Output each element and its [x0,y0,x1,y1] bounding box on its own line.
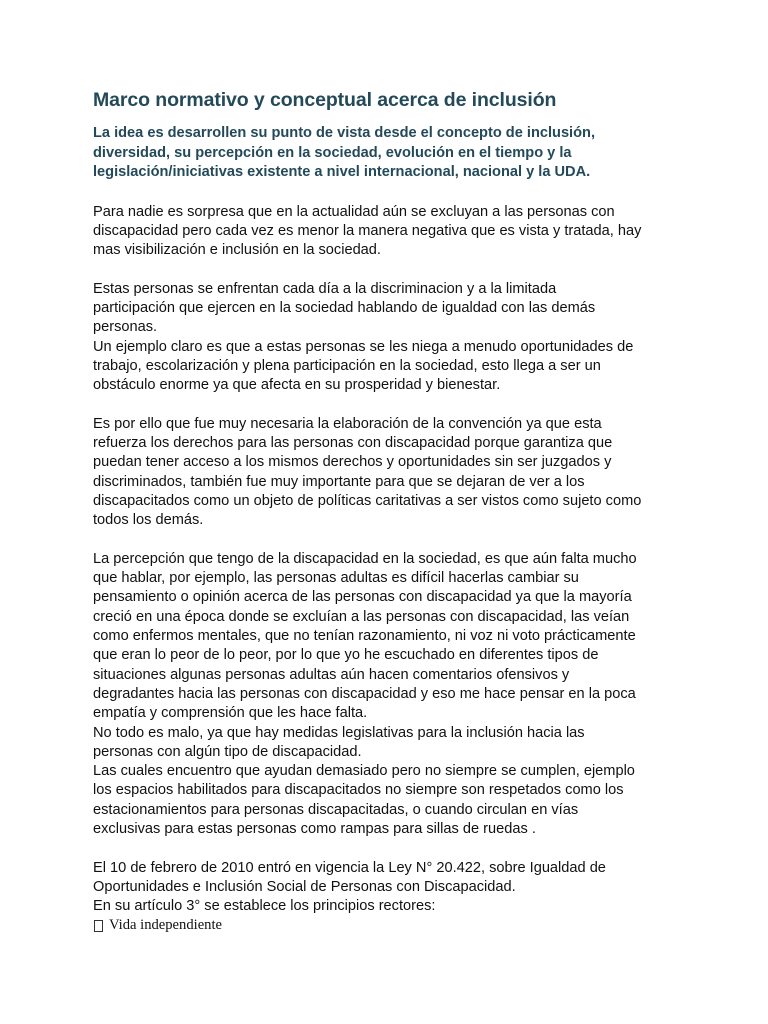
missing-glyph-box-icon [94,920,103,932]
text-line: obstáculo enorme ya que afecta en su prosperidad y bienestar. [93,377,501,394]
text-line: empatía y comprensión que les hace falta. [93,705,368,722]
text-line: Un ejemplo claro es que a estas personas se les niega a menudo oportunidades de [93,338,634,355]
text-line: En su artículo 3° se establece los principios rectores: [93,898,436,915]
prompt-line: La idea es desarrollen su punto de vista desde el concepto de inclusión, [93,125,595,141]
text-line: La percepción que tengo de la discapacidad en la sociedad, es que aún falta mucho [93,550,637,567]
text-line: Estas personas se enfrentan cada día a la discriminacion y a la limitada [93,280,557,297]
text-line: creció en una época donde se excluían a las personas con discapacidad, las veían [93,608,630,625]
text-line: pensamiento o opinión acerca de las personas con discapacidad ya que la mayoría [93,589,632,606]
text-line: refuerza los derechos para las personas con discapacidad porque garantiza que [93,435,613,452]
text-line: que hablar, por ejemplo, las personas adultas es difícil hacerlas cambiar su [93,570,579,587]
text-line: situaciones algunas personas adultas aún hacen comentarios ofensivos y [93,666,570,683]
text-line: trabajo, escolarización y plena participación en la sociedad, esto llega a ser un [93,357,601,374]
text-line: Las cuales encuentro que ayudan demasiado pero no siempre se cumplen, ejemplo [93,763,635,780]
document-page [93,86,693,935]
text-line: puedan tener acceso a los mismos derechos y oportunidades sin ser juzgados y [93,454,612,471]
text-line: participación que ejercen en la sociedad hablando de igualdad con las demás [93,299,596,316]
paragraph-perception [93,550,693,839]
bullet-label: Vida independiente [109,917,222,934]
text-line: que eran lo peor de lo peor, por lo que yo he escuchado en diferentes tipos de [93,647,599,664]
text-line: exclusivas para estas personas como rampas para sillas de ruedas . [93,821,536,837]
text-line: Oportunidades e Inclusión Social de Personas con Discapacidad. [93,878,516,895]
prompt-line: diversidad, su percepción en la sociedad, evolución en el tiempo y la [93,144,572,161]
text-line: discriminados, también fue muy importante para que se dejaran de ver a los [93,473,585,490]
text-line: todos los demás. [93,512,204,529]
assignment-prompt [93,124,693,183]
text-line: estacionamientos para personas discapacitadas, o cuando circulan en vías [93,801,579,818]
text-line: discapacitados como un objeto de políticas caritativas a ser vistos como sujeto como [93,492,642,509]
text-line: No todo es malo, ya que hay medidas legislativas para la inclusión hacia las [93,724,585,741]
paragraph-intro [93,203,693,261]
paragraph-law [93,859,693,917]
text-line: El 10 de febrero de 2010 entró en vigencia la Ley N° 20.422, sobre Igualdad de [93,859,606,876]
prompt-line: legislación/iniciativas existente a nivel internacional, nacional y la UDA. [93,164,591,180]
text-line: personas con algún tipo de discapacidad. [93,743,362,760]
text-line: como enfermos mentales, que no tenían razonamiento, ni voz ni voto prácticamente [93,628,636,645]
text-line: Para nadie es sorpresa que en la actualidad aún se excluyan a las personas con [93,203,615,220]
text-line: personas. [93,319,158,336]
text-line: degradantes hacia las personas con discapacidad y eso me hace pensar en la poca [93,685,636,702]
text-line: mas visibilización e inclusión en la sociedad. [93,242,381,259]
text-line: los espacios habilitados para discapacitados no siempre son respetados como los [93,782,624,799]
text-line: discapacidad pero cada vez es menor la manera negativa que es vista y tratada, hay [93,222,642,239]
document-title: Marco normativo y conceptual acerca de inclusión [93,89,557,111]
text-line: Es por ello que fue muy necesaria la elaboración de la convención ya que esta [93,415,602,432]
paragraph-convention [93,415,693,531]
paragraph-discrimination [93,280,693,396]
bullet-item [93,916,693,935]
